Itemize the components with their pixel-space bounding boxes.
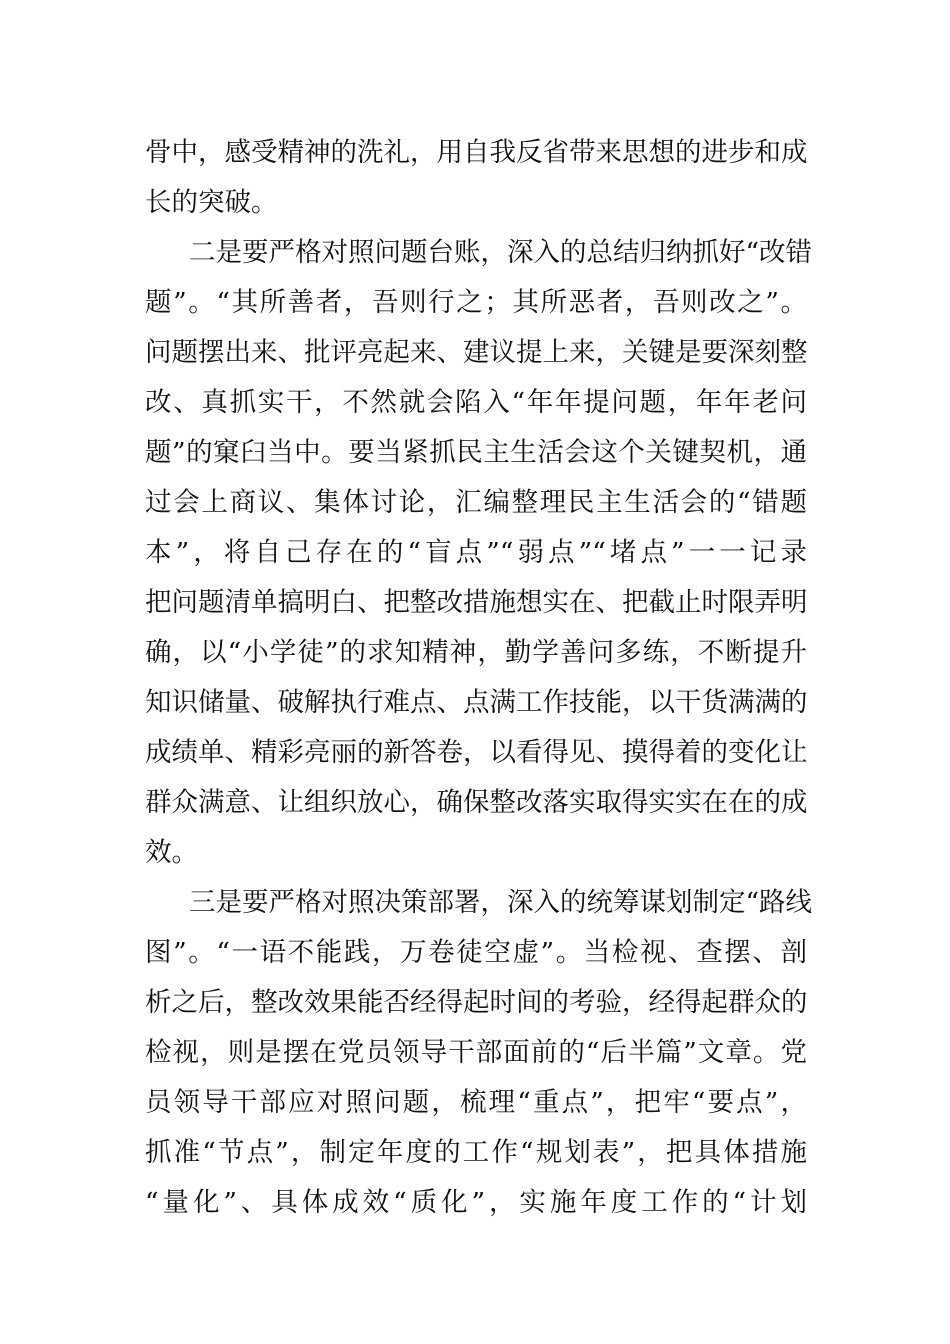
text-line: 确，以“小学徒”的求知精神，勤学善问多练，不断提升 — [145, 637, 807, 668]
text-line: 三是要严格对照决策部署，深入的统筹谋划制定“路线 — [189, 887, 813, 918]
text-line: 知识储量、破解执行难点、点满工作技能，以干货满满的 — [145, 687, 808, 718]
text-line: 本”，将自己存在的“盲点”“弱点”“堵点”一一记录 — [145, 537, 807, 568]
text-line: 析之后，整改效果能否经得起时间的考验，经得起群众的 — [145, 987, 808, 1018]
text-line: 问题摆出来、批评亮起来、建议提上来，关键是要深刻整 — [145, 337, 808, 368]
text-line: 效。 — [145, 837, 198, 868]
text-line: 题”的窠臼当中。要当紧抓民主生活会这个关键契机，通 — [145, 437, 807, 468]
text-line: 二是要严格对照问题台账，深入的总结归纳抓好“改错 — [189, 237, 813, 268]
paragraph-second-point — [145, 228, 813, 878]
text-line: 员领导干部应对照问题，梳理“重点”，把牢“要点”， — [145, 1087, 807, 1118]
text-line: 抓准“节点”，制定年度的工作“规划表”，把具体措施 — [145, 1137, 807, 1168]
text-line: 长的突破。 — [145, 187, 278, 218]
text-line: 图”。“一语不能践，万卷徒空虚”。当检视、查摆、剖 — [145, 937, 807, 968]
document-page — [145, 128, 813, 1228]
text-line: 过会上商议、集体讨论，汇编整理民主生活会的“错题 — [145, 487, 807, 518]
paragraph-third-point — [145, 878, 813, 1228]
text-line: 改、真抓实干，不然就会陷入“年年提问题，年年老问 — [145, 387, 807, 418]
text-line: 成绩单、精彩亮丽的新答卷，以看得见、摸得着的变化让 — [145, 737, 808, 768]
text-line: 骨中，感受精神的洗礼，用自我反省带来思想的进步和成 — [145, 137, 808, 168]
text-line: 检视，则是摆在党员领导干部面前的“后半篇”文章。党 — [145, 1037, 807, 1068]
paragraph-continuation — [145, 128, 807, 228]
text-line: 群众满意、让组织放心，确保整改落实取得实实在在的成 — [145, 787, 808, 818]
text-line: 题”。“其所善者，吾则行之；其所恶者，吾则改之”。 — [145, 287, 807, 318]
text-line: “量化”、具体成效“质化”，实施年度工作的“计划 — [145, 1187, 807, 1218]
text-line: 把问题清单搞明白、把整改措施想实在、把截止时限弄明 — [145, 587, 808, 618]
